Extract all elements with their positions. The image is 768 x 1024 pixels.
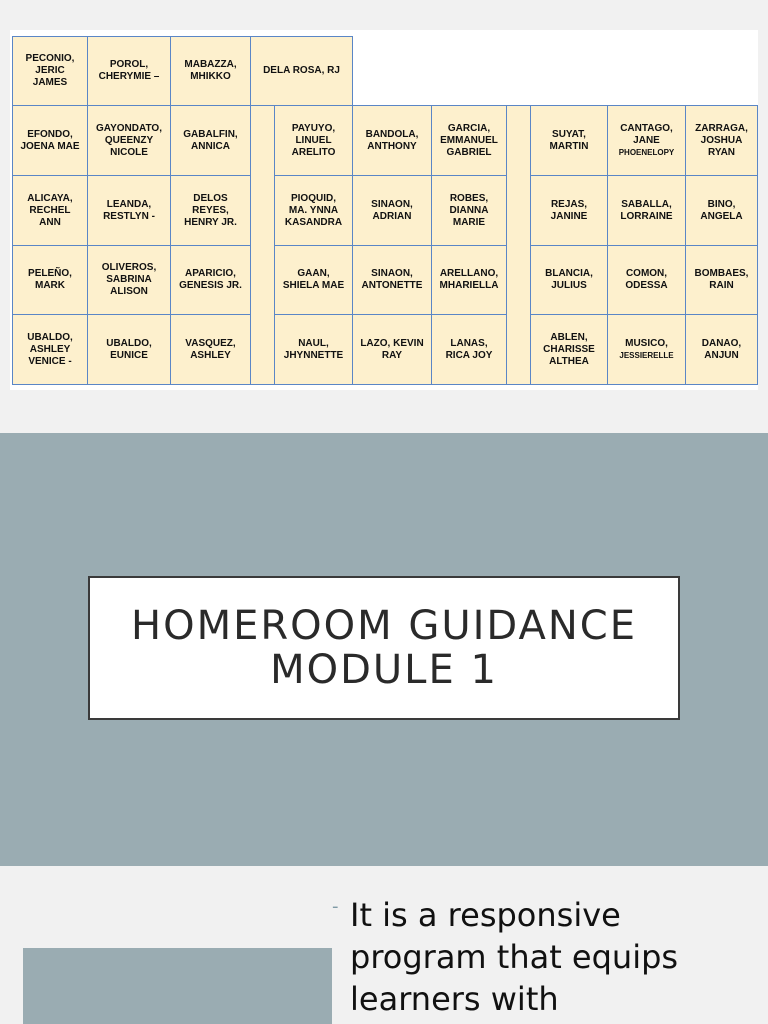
- seat-cell: COMON, ODESSA: [607, 245, 686, 315]
- seat-cell: SUYAT, MARTIN: [530, 105, 608, 176]
- seat-cell: MABAZZA, MHIKKO: [170, 36, 251, 106]
- seat-plan-slide: [0, 0, 768, 433]
- seat-cell: UBALDO, ASHLEY VENICE -: [12, 314, 88, 385]
- aisle-column: [506, 105, 531, 385]
- seat-cell: GABALFIN, ANNICA: [170, 105, 251, 176]
- seat-cell: BINO, ANGELA: [685, 175, 758, 246]
- seat-cell: SINAON, ADRIAN: [352, 175, 432, 246]
- seat-cell: PAYUYO, LINUEL ARELITO: [274, 105, 353, 176]
- seat-cell: ARELLANO, MHARIELLA: [431, 245, 507, 315]
- title-box: [88, 576, 680, 720]
- aisle-column: [250, 105, 275, 385]
- seat-cell: ALICAYA, RECHEL ANN: [12, 175, 88, 246]
- seat-cell: ABLEN, CHARISSE ALTHEA: [530, 314, 608, 385]
- seat-cell: PECONIO, JERIC JAMES: [12, 36, 88, 106]
- seat-cell: REJAS, JANINE: [530, 175, 608, 246]
- seat-cell: ROBES, DIANNA MARIE: [431, 175, 507, 246]
- seat-cell: BLANCIA, JULIUS: [530, 245, 608, 315]
- image-placeholder: [23, 948, 332, 1024]
- seat-cell: GARCIA, EMMANUEL GABRIEL: [431, 105, 507, 176]
- seat-cell: LAZO, KEVIN RAY: [352, 314, 432, 385]
- seat-cell: DELOS REYES, HENRY JR.: [170, 175, 251, 246]
- bullet-text: It is a responsive program that equips learners with: [350, 896, 679, 1018]
- seat-cell: GAAN, SHIELA MAE: [274, 245, 353, 315]
- seat-cell: ZARRAGA, JOSHUA RYAN: [685, 105, 758, 176]
- seat-cell: DELA ROSA, RJ: [250, 36, 353, 106]
- seat-cell: SABALLA, LORRAINE: [607, 175, 686, 246]
- seat-cell: LANAS, RICA JOY: [431, 314, 507, 385]
- seat-cell: POROL, CHERYMIE –: [87, 36, 171, 106]
- seat-cell: EFONDO, JOENA MAE: [12, 105, 88, 176]
- seat-cell: PIOQUID, MA. YNNA KASANDRA: [274, 175, 353, 246]
- seat-cell: GAYONDATO, QUEENZY NICOLE: [87, 105, 171, 176]
- seat-cell: OLIVEROS, SABRINA ALISON: [87, 245, 171, 315]
- seat-cell: BOMBAES, RAIN: [685, 245, 758, 315]
- bullet-marker: -: [332, 896, 339, 917]
- seat-cell: VASQUEZ, ASHLEY: [170, 314, 251, 385]
- seat-name: CANTAGO, JANE: [620, 122, 673, 146]
- seat-cell: NAUL, JHYNNETTE: [274, 314, 353, 385]
- content-slide: [0, 866, 768, 1024]
- seat-cell: [607, 105, 686, 176]
- title-slide: [0, 433, 768, 866]
- seat-cell: BANDOLA, ANTHONY: [352, 105, 432, 176]
- seat-cell: [607, 314, 686, 385]
- seat-cell: LEANDA, RESTLYN -: [87, 175, 171, 246]
- seat-cell: PELEÑO, MARK: [12, 245, 88, 315]
- seat-cell: SINAON, ANTONETTE: [352, 245, 432, 315]
- seat-cell: APARICIO, GENESIS JR.: [170, 245, 251, 315]
- seat-name-sub: JESSIERELLE: [619, 350, 674, 360]
- seat-cell: UBALDO, EUNICE: [87, 314, 171, 385]
- seat-cell: DANAO, ANJUN: [685, 314, 758, 385]
- seat-name-sub: PHOENELOPY: [618, 147, 675, 157]
- seat-name: MUSICO,: [625, 337, 668, 349]
- slide-title: HOMEROOM GUIDANCE MODULE 1: [131, 603, 637, 693]
